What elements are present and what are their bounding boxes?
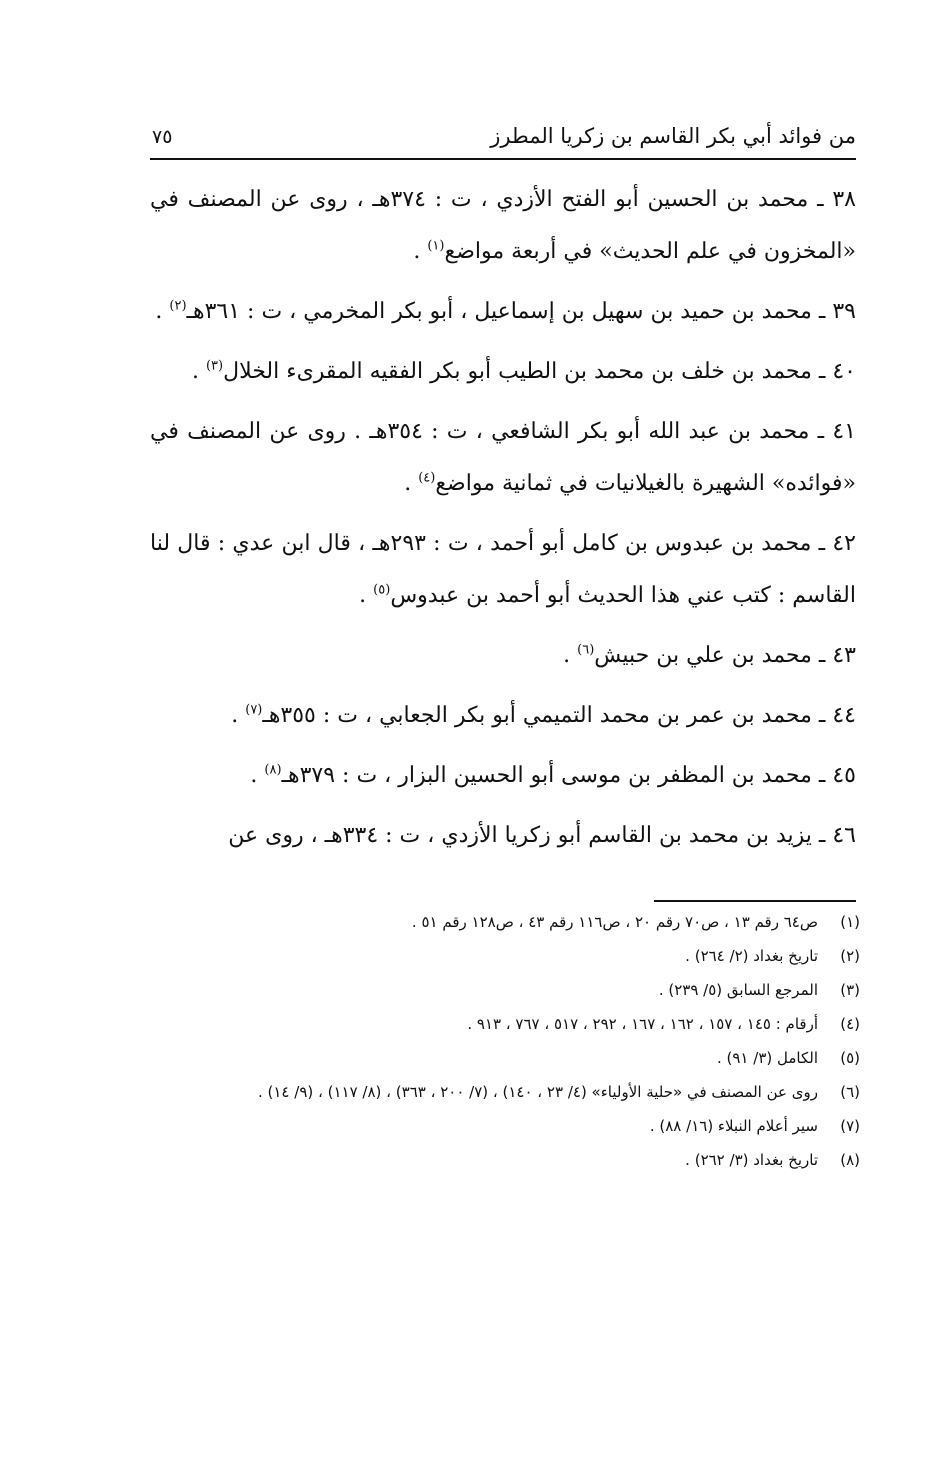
entry-text: ٤١ ـ محمد بن عبد الله أبو بكر الشافعي ، ت : ٣٥٤هـ . روى عن المصنف في «فوائده» الشهيرة بالغيلانيات في ثمانية مواضع xyxy=(150,419,856,496)
footnote-5 xyxy=(150,1041,860,1075)
footnote-text: ص٦٤ رقم ١٣ ، ص٧٠ رقم ٢٠ ، ص١١٦ رقم ٤٣ ، ص١٢٨ رقم ٥١ . xyxy=(411,913,818,931)
footnote-number: (٣) xyxy=(840,981,860,999)
header-rule xyxy=(150,158,856,160)
footnote-text: الكامل (٣/ ٩١) . xyxy=(716,1049,818,1067)
footnote-3 xyxy=(150,973,860,1007)
footnote-number: (٦) xyxy=(840,1083,860,1101)
footnote-number: (١) xyxy=(840,913,860,931)
footnote-marker: (٥) xyxy=(373,582,391,598)
entry-tail: . xyxy=(359,583,374,608)
footnote-number: (٤) xyxy=(840,1015,860,1033)
entry-40 xyxy=(150,346,856,398)
entry-39 xyxy=(150,286,856,338)
footnote-7 xyxy=(150,1109,860,1143)
footnote-6 xyxy=(150,1075,860,1109)
entry-42 xyxy=(150,518,856,622)
footnote-marker: (٣) xyxy=(205,358,224,374)
entry-text: ٣٨ ـ محمد بن الحسين أبو الفتح الأزدي ، ت : ٣٧٤هـ ، روى عن المصنف في «المخزون في علم الحديث» في أربعة مواضع xyxy=(150,187,856,264)
entry-text: ٣٩ ـ محمد بن حميد بن سهيل بن إسماعيل ، أبو بكر المخرمي ، ت : ٣٦١هـ xyxy=(186,299,856,324)
running-title: من فوائد أبي بكر القاسم بن زكريا المطرز xyxy=(490,124,856,148)
entry-tail: . xyxy=(404,471,419,496)
entry-38 xyxy=(150,174,856,278)
footnote-marker: (٨) xyxy=(264,762,282,778)
entry-tail: . xyxy=(155,299,170,324)
footnote-text: تاريخ بغداد (٣/ ٢٦٢) . xyxy=(685,1151,818,1169)
footnote-number: (٨) xyxy=(840,1151,860,1169)
page-number: ٧٥ xyxy=(152,126,173,148)
footnote-marker: (٧) xyxy=(245,702,263,718)
footnote-rule xyxy=(654,900,856,902)
entry-46 xyxy=(150,810,856,862)
entry-text: ٤٣ ـ محمد بن علي بن حبيش xyxy=(594,643,856,668)
entry-43 xyxy=(150,630,856,682)
footnote-number: (٢) xyxy=(840,947,860,965)
entry-text: ٤٠ ـ محمد بن خلف بن محمد بن الطيب أبو بكر الفقيه المقرىء الخلال xyxy=(223,359,856,384)
footnote-4 xyxy=(150,1007,860,1041)
page-header xyxy=(150,118,856,158)
footnote-text: أرقام : ١٤٥ ، ١٥٧ ، ١٦٢ ، ١٦٧ ، ٢٩٢ ، ٥١٧ ، ٧٦٧ ، ٩١٣ . xyxy=(467,1015,818,1033)
entry-text: ٤٦ ـ يزيد بن محمد بن القاسم أبو زكريا الأزدي ، ت : ٣٣٤هـ ، روى عن xyxy=(228,823,856,848)
entry-text: ٤٢ ـ محمد بن عبدوس بن كامل أبو أحمد ، ت : ٢٩٣هـ ، قال ابن عدي : قال لنا القاسم : كتب عني هذا الحديث أبو أحمد بن عبدوس xyxy=(150,531,856,608)
entry-tail: . xyxy=(563,643,578,668)
footnote-text: تاريخ بغداد (٢/ ٢٦٤) . xyxy=(685,947,818,965)
footnote-marker: (٤) xyxy=(418,470,436,486)
footnote-2 xyxy=(150,939,860,973)
entry-tail: . xyxy=(413,239,428,264)
entry-text: ٤٥ ـ محمد بن المظفر بن موسى أبو الحسين البزار ، ت : ٣٧٩هـ xyxy=(281,763,856,788)
footnote-text: المرجع السابق (٥/ ٢٣٩) . xyxy=(658,981,818,999)
entry-tail: . xyxy=(231,703,246,728)
footnote-marker: (٢) xyxy=(169,298,187,314)
footnote-1 xyxy=(150,905,860,939)
entry-45 xyxy=(150,750,856,802)
entry-41 xyxy=(150,406,856,510)
footnote-text: سير أعلام النبلاء (١٦/ ٨٨) . xyxy=(649,1117,818,1135)
entry-44 xyxy=(150,690,856,742)
footnote-number: (٥) xyxy=(840,1049,860,1067)
footnote-8 xyxy=(150,1143,860,1177)
body-text xyxy=(150,174,856,870)
footnote-marker: (١) xyxy=(427,238,445,254)
entry-text: ٤٤ ـ محمد بن عمر بن محمد التميمي أبو بكر الجعابي ، ت : ٣٥٥هـ xyxy=(262,703,856,728)
footnote-marker: (٦) xyxy=(577,642,595,658)
entry-tail: . xyxy=(191,359,206,384)
footnote-text: روى عن المصنف في «حلية الأولياء» (٤/ ٢٣ ، ١٤٠) ، (٧/ ٢٠٠ ، ٣٦٣) ، (٨/ ١١٧) ، (٩/ ١٤) . xyxy=(257,1083,818,1101)
footnotes xyxy=(150,905,860,1177)
entry-tail: . xyxy=(250,763,265,788)
footnote-number: (٧) xyxy=(840,1117,860,1135)
